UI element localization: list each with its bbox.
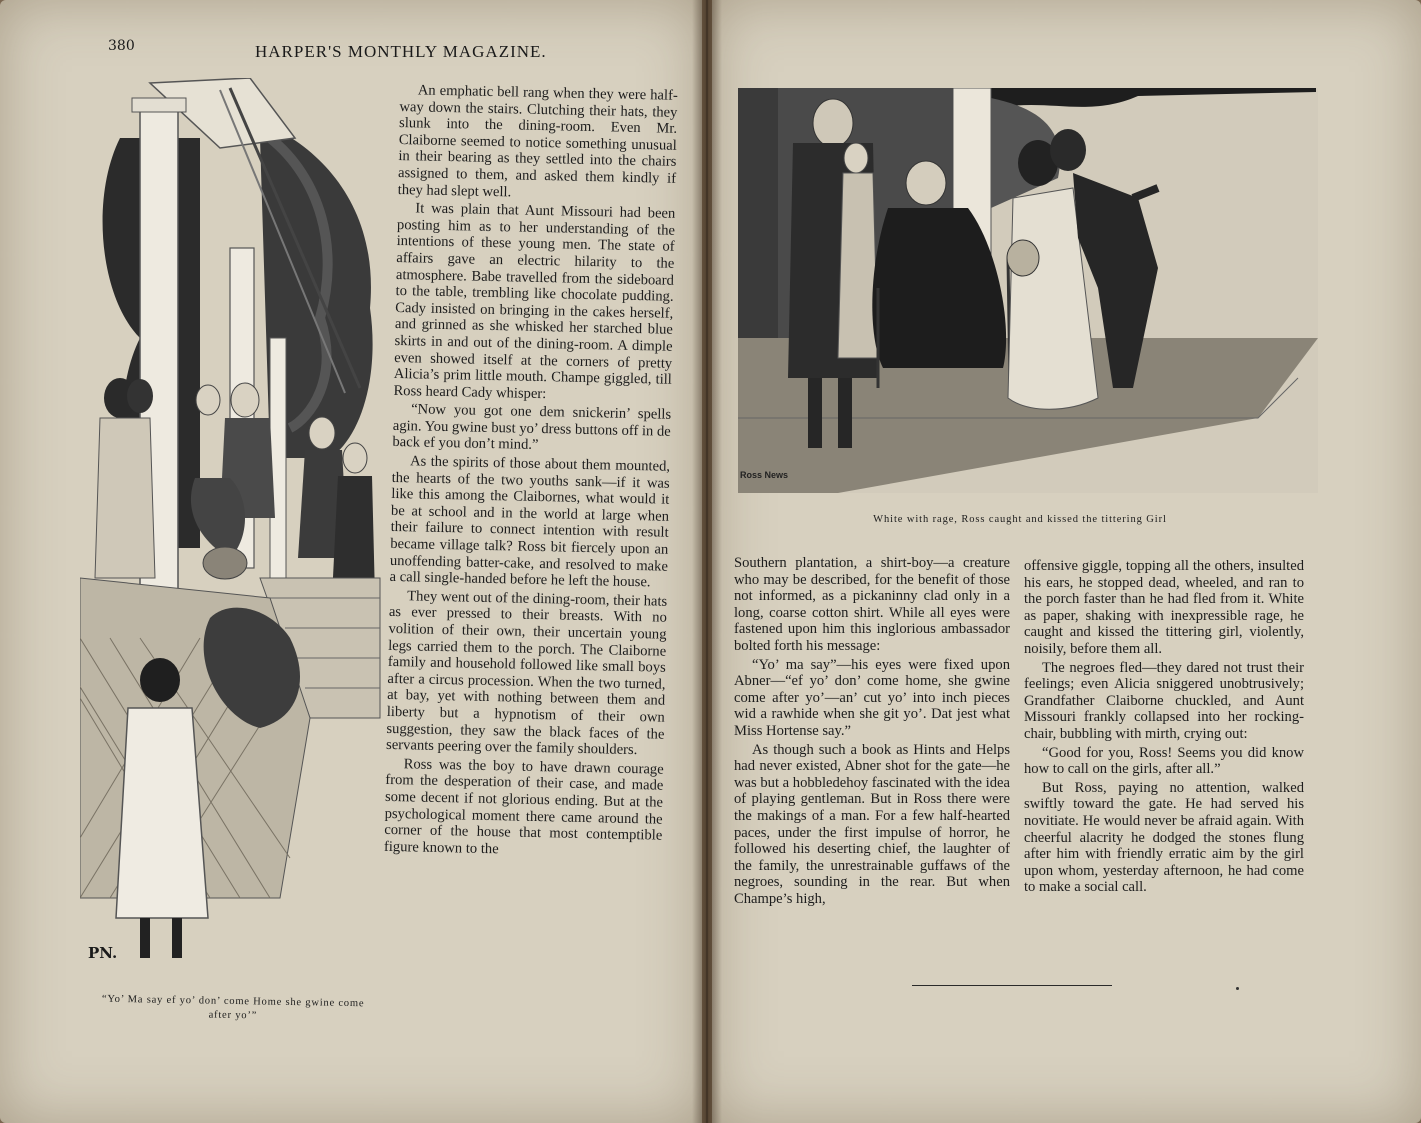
- left-page: [0, 0, 702, 1123]
- paragraph: They went out of the dining-room, their hats as ever pressed to their breasts. With no volition of their own, their uncertain young legs carried them to the porch. The Claiborne family and household followed like small boys after a circus procession. When the two turned, at bay, yet with nothing between them and liberty but a hypnotism of their own suggestion, they saw the black faces of the servants peering over the family shoulders.: [385, 588, 668, 759]
- paragraph: offensive giggle, topping all the others, insulted his ears, he stopped dead, wheeled, and ran to the porch faster than he had fled from it. White as paper, shaking with inexpressible rage, he caught and kissed the tittering girl, violently, noisily, before them all.: [1024, 558, 1304, 657]
- body-text-column-2: [1024, 558, 1304, 898]
- paragraph: Southern plantation, a shirt-boy—a creature who may be described, for the benefit of those not informed, as a pickaninny clad only in a long, coarse cotton shirt. While all eyes were fastened upon him this inglorious ambassador bolted forth his message:: [734, 555, 1010, 654]
- book-gutter: [692, 0, 722, 1123]
- paragraph: “Yo’ ma say”—his eyes were fixed upon Abner—“ef yo’ don’ come home, she gwine come after yo’—an’ cut yo’ into inch pieces wid a rawhide when she git yo’. Dat jest what Miss Hortense say.”: [734, 656, 1010, 739]
- paragraph: “Now you got one dem snickerin’ spells agin. You gwine bust yo’ dress buttons off in de back ef you don’t mind.”: [392, 401, 672, 454]
- artist-signature: Ross News: [740, 470, 789, 480]
- illustration-kiss-scene: [738, 88, 1318, 493]
- ink-speck: [1236, 987, 1239, 990]
- body-text-column: [384, 82, 678, 863]
- paragraph: It was plain that Aunt Missouri had been posting him as to her understanding of the intentions of these young men. The state of affairs gave an electric hilarity to the atmosphere. Babe travelled from the sideboard to the table, trembling like chocolate pudding. Cady insisted on bringing in the cakes herself, and grinned as she whisked her starched blue skirts in and out of the dining-room. A dimple even showed itself at the corners of pretty Alicia’s prim little mouth. Champe giggled, till Ross heard Cady whisper:: [393, 200, 676, 402]
- paragraph: As the spirits of those about them mounted, the hearts of the two youths sank—if it was like this among the Claibornes, what would it be at school and in the world at large when their failure to connect intention with result became village talk? Ross bit fiercely upon an unoffending batter-cake, and resolved to make a call single-handed before he left the house.: [389, 453, 671, 591]
- paragraph: As though such a book as Hints and Helps had never existed, Abner shot for the gate—he was but a hobbledehoy fascinated with the idea of playing gentleman. But in Ross there were the makings of a man. For a few half-hearted paces, under the first impulse of horror, he followed his deserting chief, the laughter of the family, the unrestrainable guffaws of the negroes, sounding in the rear. But when Champe’s high,: [734, 741, 1010, 907]
- body-text-column-1: [734, 555, 1010, 909]
- illustration-caption: White with rage, Ross caught and kissed the tittering Girl: [873, 514, 1167, 525]
- artist-signature: PN.: [88, 944, 118, 962]
- end-rule: [912, 985, 1112, 986]
- illustration-caption: “Yo’ Ma say ef yo’ don’ come Home she gwine come after yo’”: [101, 993, 365, 1022]
- paragraph: An emphatic bell rang when they were half-way down the stairs. Clutching their hats, they slunk into the dining-room. Even Mr. Claiborne seemed to notice something unusual in their bearing as they settled into the chairs assigned to them, and asked them kindly if they had slept well.: [397, 82, 678, 200]
- paragraph: “Good for you, Ross! Seems you did know how to call on the girls, after all.”: [1024, 744, 1304, 778]
- illustration-porch-scene: [80, 78, 385, 978]
- page-number: 380: [108, 38, 135, 54]
- right-page: [712, 0, 1421, 1123]
- paragraph: The negroes fled—they dared not trust their feelings; even Alicia sniggered unobtrusively; Grandfather Claiborne chuckled, and Aunt Missouri frankly collapsed into her rocking-chair, bubbling with mirth, crying out:: [1024, 659, 1304, 742]
- paragraph: But Ross, paying no attention, walked swiftly toward the gate. He had served his novitiate. He would never be afraid again. With cheerful alacrity he dodged the stones flung after him with friendly erratic aim by the girl upon whom, yesterday afternoon, he had come to make a social call.: [1024, 779, 1304, 896]
- paragraph: Ross was the boy to have drawn courage from the desperation of their case, and made some decent if not glorious ending. But at the psychological moment there came around the corner of the house that most contemptible figure known to the: [383, 755, 664, 857]
- running-head: HARPER'S MONTHLY MAGAZINE.: [255, 42, 547, 61]
